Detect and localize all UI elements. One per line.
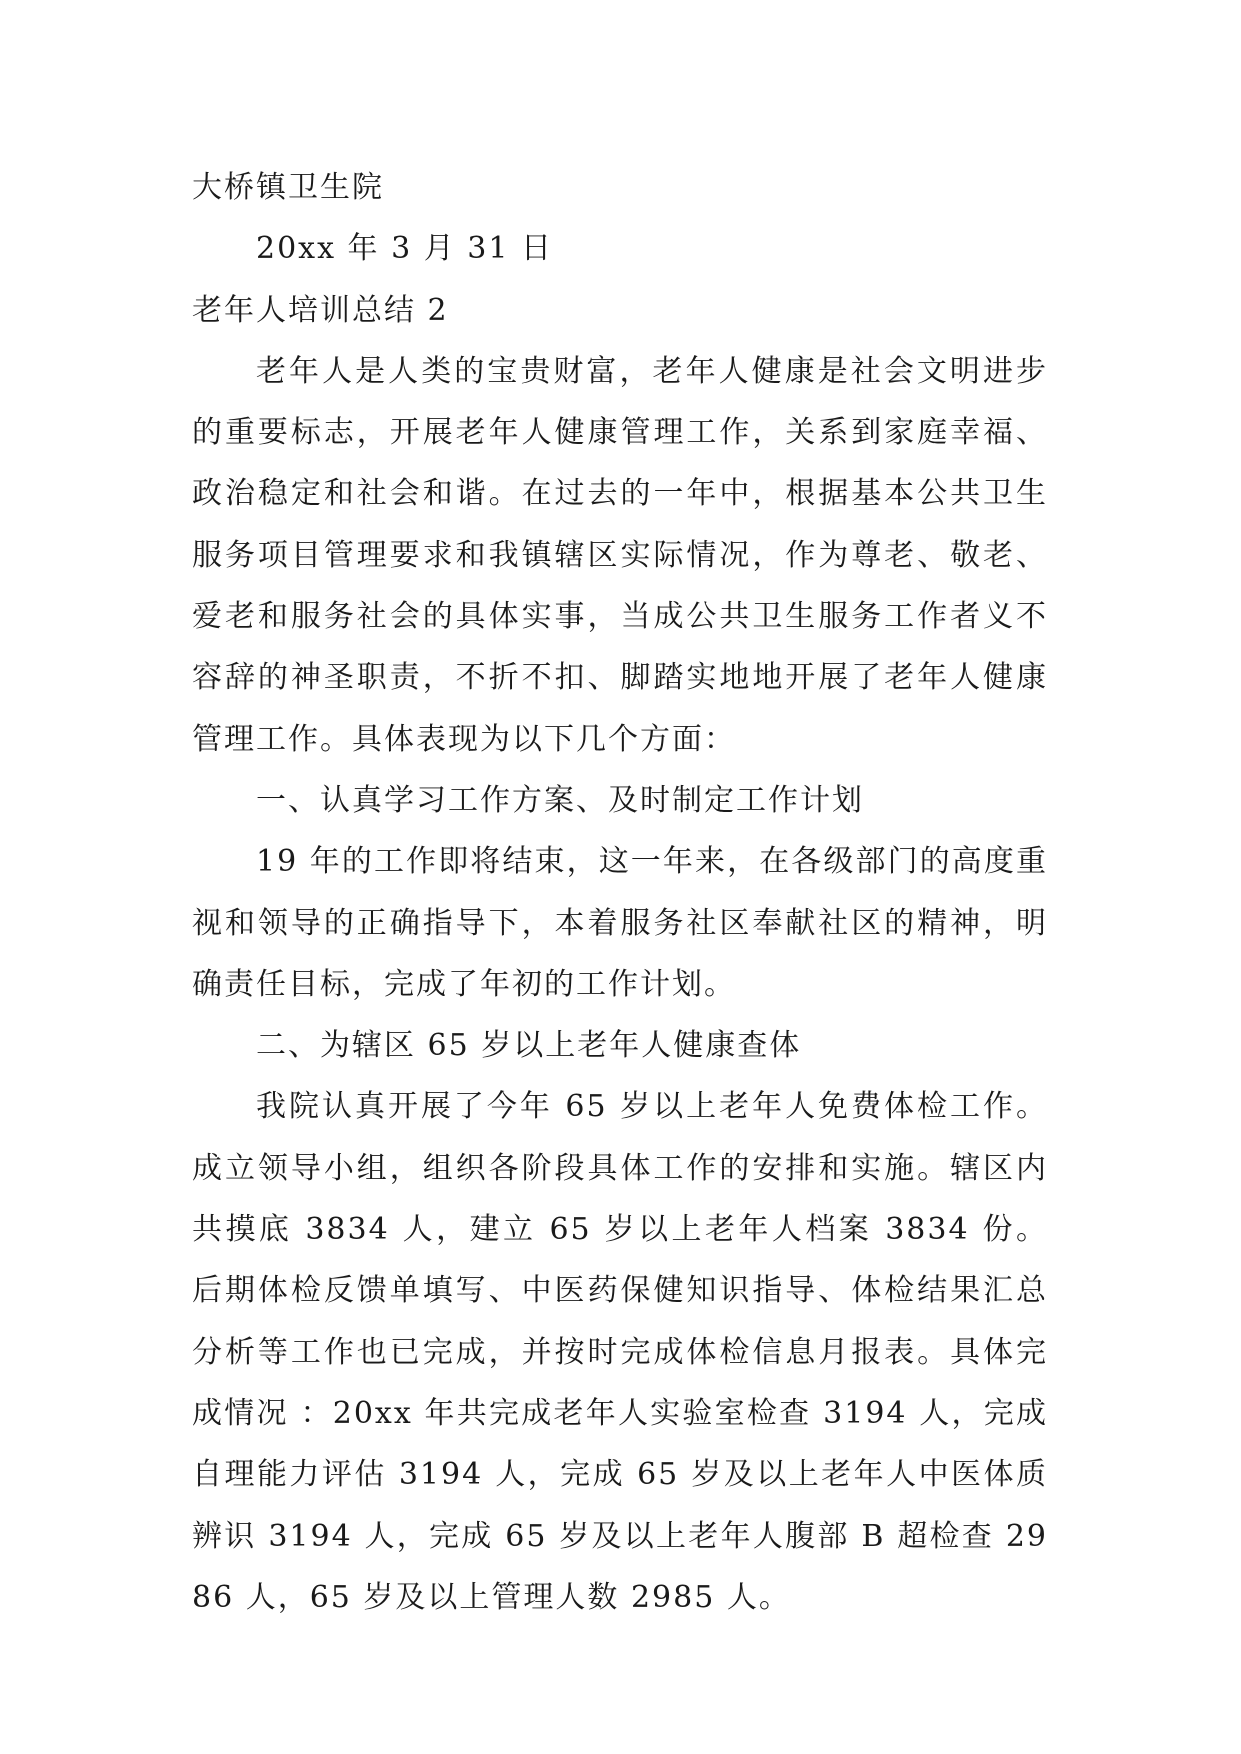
section-2-paragraph: 我院认真开展了今年 65 岁以上老年人免费体检工作。成立领导小组，组织各阶段具体工作的安排和实施。辖区内共摸底 3834 人，建立 65 岁以上老年人档案 3834 份。后期体检反馈单填写、中医药保健知识指导、体检结果汇总分析等工作也已完成，并按时完成体检信息月报表。具体完成情况 ：20xx 年共完成老年人实验室检查 3194 人，完成自理能力评估 3194 人，完成 65 岁及以上老年人中医体质辨识 3194 人，完成 65 岁及以上老年人腹部 B 超检查 2986 人，65 岁及以上管理人数 2985 人。 — [192, 1089, 1048, 1615]
organization-name: 大桥镇卫生院 — [192, 170, 384, 205]
section-heading-2: 二、为辖区 65 岁以上老年人健康查体 — [256, 1028, 802, 1064]
section-1-paragraph: 19 年的工作即将结束，这一年来，在各级部门的高度重视和领导的正确指导下，本着服务社区奉献社区的精神，明确责任目标，完成了年初的工作计划。 — [192, 844, 1048, 1002]
document-body — [192, 157, 1048, 1628]
section-heading-1: 一、认真学习工作方案、及时制定工作计划 — [256, 782, 864, 818]
intro-paragraph: 老年人是人类的宝贵财富，老年人健康是社会文明进步的重要标志，开展老年人健康管理工作，关系到家庭幸福、政治稳定和社会和谐。在过去的一年中，根据基本公共卫生服务项目管理要求和我镇辖区实际情况，作为尊老、敬老、爱老和服务社会的具体实事，当成公共卫生服务工作者义不容辞的神圣职责，不折不扣、脚踏实地地开展了老年人健康管理工作。具体表现为以下几个方面： — [192, 353, 1048, 757]
document-date: 20xx 年 3 月 31 日 — [256, 231, 553, 267]
document-title: 老年人培训总结 2 — [192, 292, 449, 328]
